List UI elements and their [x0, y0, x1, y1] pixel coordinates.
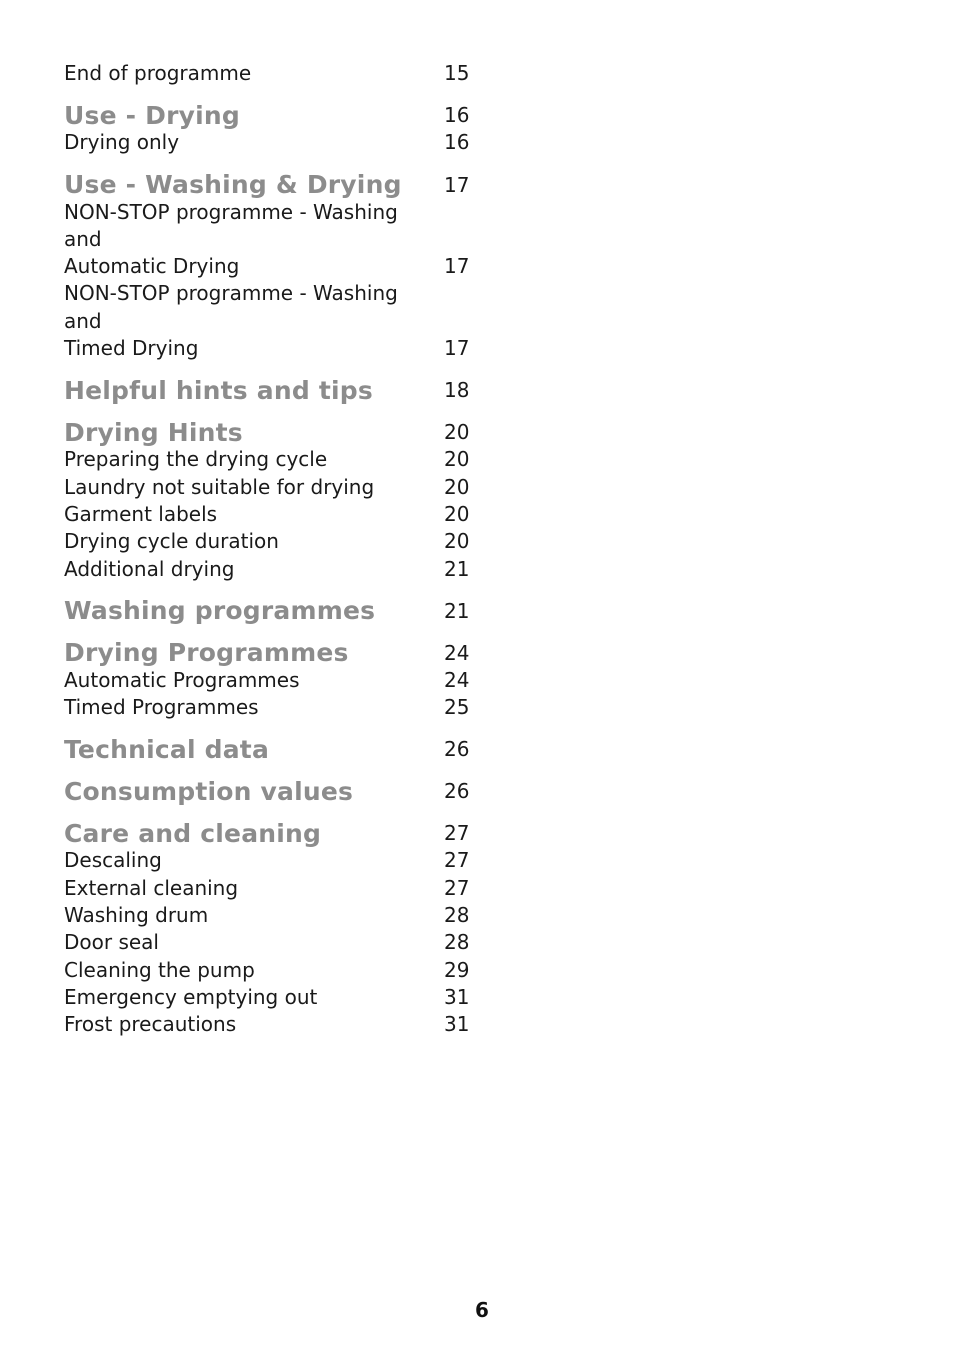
toc-entry: [64, 902, 484, 929]
toc-entry: [64, 60, 484, 87]
toc-section-page: 24: [444, 640, 470, 665]
toc-entry-label: Automatic Programmes: [64, 667, 300, 692]
toc-entry-page: 31: [444, 1012, 470, 1037]
toc-entry: [64, 528, 484, 555]
toc-section: [64, 735, 484, 763]
toc-entry-page: 20: [444, 529, 470, 554]
toc-section: [64, 418, 484, 582]
toc-entry-label: Frost precautions: [64, 1012, 237, 1037]
toc-entry-page: 20: [444, 501, 470, 526]
toc-section: [64, 376, 484, 404]
toc-entry-page: 17: [444, 254, 470, 279]
toc-section-page: 26: [444, 737, 470, 762]
toc-entry-page: 20: [444, 474, 470, 499]
toc-entry-label: Timed Programmes: [64, 695, 259, 720]
toc-section-page: 26: [444, 779, 470, 804]
toc-entry-page: 17: [444, 336, 470, 361]
toc-entry: [64, 199, 484, 281]
toc-entry-label: Descaling: [64, 848, 162, 873]
toc-section-heading: [64, 819, 484, 847]
toc-section: [64, 777, 484, 805]
toc-entry: [64, 984, 484, 1011]
toc-section-title: Washing programmes: [64, 596, 376, 626]
toc-section-heading: [64, 597, 484, 625]
toc-section-heading: [64, 171, 484, 199]
toc-entry: [64, 929, 484, 956]
toc-entry-page: 15: [444, 61, 470, 85]
toc-section-page: 16: [444, 103, 470, 128]
toc-entry-label: Door seal: [64, 930, 159, 955]
toc-entry-page: 24: [444, 667, 470, 692]
toc-entry-page: 21: [444, 556, 470, 581]
toc-entry-label: Drying cycle duration: [64, 529, 279, 554]
toc-section-title: Technical data: [64, 734, 270, 764]
toc-entry: [64, 501, 484, 528]
toc-entry: [64, 1011, 484, 1038]
toc-entry: [64, 474, 484, 501]
toc-section: [64, 639, 484, 722]
toc-entry: [64, 129, 484, 156]
toc-entry-page: 20: [444, 447, 470, 472]
toc-entry-page: 27: [444, 875, 470, 900]
toc-section-heading: [64, 376, 484, 404]
toc-entry: [64, 875, 484, 902]
toc-section-heading: [64, 777, 484, 805]
toc-entry-label: Emergency emptying out: [64, 984, 318, 1009]
toc-section-page: 20: [444, 420, 470, 445]
toc-section-page: 18: [444, 378, 470, 403]
toc-entry: [64, 556, 484, 583]
toc-entry-page: 25: [444, 695, 470, 720]
toc-section-heading: [64, 735, 484, 763]
toc-entry-label: End of programme: [64, 61, 252, 85]
toc-entry-page: 16: [444, 130, 470, 155]
toc-section-title: Consumption values: [64, 776, 354, 806]
toc-entry-page: 28: [444, 903, 470, 928]
toc-entry: [64, 847, 484, 874]
toc-section-title: Drying Programmes: [64, 638, 349, 668]
toc-section-page: 17: [444, 172, 470, 197]
toc-section-page: 27: [444, 821, 470, 846]
toc-entry-label: NON-STOP programme - Washing and Automatic Drying: [64, 199, 398, 279]
toc-entry-page: 28: [444, 930, 470, 955]
toc-sections: [64, 101, 484, 1038]
toc-section-heading: [64, 101, 484, 129]
toc-section: [64, 597, 484, 625]
toc-entry: [64, 957, 484, 984]
toc-section-heading: [64, 639, 484, 667]
toc-entry-label: Laundry not suitable for drying: [64, 474, 375, 499]
toc-entry: [64, 446, 484, 473]
table-of-contents: [64, 60, 484, 1039]
toc-section: [64, 819, 484, 1038]
page-number: 6: [475, 1298, 489, 1322]
toc-entry-page: 27: [444, 848, 470, 873]
toc-entry-label: Drying only: [64, 130, 180, 155]
toc-section-title: Use - Drying: [64, 100, 240, 130]
toc-entry-label: Washing drum: [64, 903, 209, 928]
toc-entry-page: 31: [444, 984, 470, 1009]
toc-section-title: Drying Hints: [64, 417, 243, 447]
toc-section-heading: [64, 418, 484, 446]
toc-entry: [64, 280, 484, 362]
toc-section: [64, 101, 484, 156]
toc-entry: [64, 694, 484, 721]
toc-entry-label: Additional drying: [64, 556, 235, 581]
toc-entry: [64, 667, 484, 694]
toc-entry-label: Cleaning the pump: [64, 957, 255, 982]
toc-entry-label: NON-STOP programme - Washing and Timed Drying: [64, 281, 398, 361]
toc-section-title: Care and cleaning: [64, 818, 322, 848]
toc-entry-page: 29: [444, 957, 470, 982]
toc-section-page: 21: [444, 598, 470, 623]
toc-section: [64, 171, 484, 363]
toc-section-title: Helpful hints and tips: [64, 375, 373, 405]
toc-section-title: Use - Washing & Drying: [64, 170, 402, 200]
toc-entry-label: External cleaning: [64, 875, 239, 900]
toc-entry-label: Garment labels: [64, 501, 218, 526]
toc-entry-label: Preparing the drying cycle: [64, 447, 328, 472]
